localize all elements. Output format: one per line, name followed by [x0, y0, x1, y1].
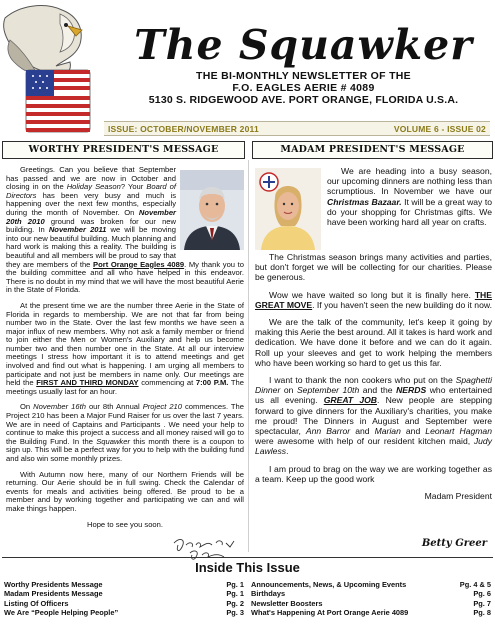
toc-row[interactable]: We Are “People Helping People” Pg. 3 [4, 607, 244, 617]
worthy-president-heading: WORTHY PRESIDENT'S MESSAGE [2, 141, 245, 159]
madam-president-article: We are heading into a busy season, our upcoming dinners are nothing less than scrumptious. In November we have our Christmas Bazaar. It will be a great way to do your shopping for Christmas gifts. We have been working hard all year on crafts. The Christmas season brings many activities and parties, but don't forget we will be collecting for our charities. Please be generous. Wow we have waited so long but it is finally here. THE GREAT MOVE. If you haven't seen the new building do it now. We are the talk of the community, let's keep it going by making this Aerie the best around. All it takes is hard work and dedication. We have done it before and we can do it again. Roll up your sleeves and get to work helping the members who have been working so hard to get us this far. I want to thank the non cookers who put on the Spaghetti Dinner on September 10th and the NERDS who entertained us all evening. GREAT JOB. New people are stepping forward to give dinners for the Auxiliary's charities, you make me proud! The Dinners in August and September were spectacular, Ann Barror and Marian and Leonart Hagman were awesome with help of our resident kitchen maid, Judy Lawless. I am proud to brag on the way we are working together as a team. Keep up the good work Madam President [255, 166, 493, 502]
toc-row[interactable]: Announcements, News, & Upcoming Events Pg. 4 & 5 [251, 580, 491, 589]
inside-title: Inside This Issue [195, 560, 300, 575]
masthead [112, 22, 495, 106]
worthy-president-article: Greetings. Can you believe that September has passed and we are now in October and closing in on the Holiday Season? Your Board of Directors has been very busy and much is happening over the next few months, especially during the month of November. On November 20th 2010 ground was broken for our new building. In November 2011 we will be moving into our new beautiful building. Much planning and hard work is making this a reality. The building is beautiful and all members will be proud to say that they are members of the Port Orange Eagles 4089. My thank you to the building committee and all who have helped in this endeavor. There is no doubt in my mind that we will have the most beautiful Aerie in the State of Florida. At the present time we are the number three Aerie in the State of Florida in regards to membership. We are not that far from being number two in the State. Over the last few months we have seen a major influx of new members. Why not ask a family member or friend to join either the Men or Women's Auxiliary and help us become number two and then number one in the State. At all our interview meetings I stress how important it is to attend meetings and get involved and find out what is happening. I am urging all members to participate and not just be members in name only. Our meetings are held the FIRST AND THIRD MONDAY commencing at 7:00 P.M. The meetings usually last for an hour. On November 16th our 8th Annual Project 210 commences. The Project 210 has been a Major Fund Raiser for us over the last 7 years. We are in need of Captains and Participants . We need your help to continue to make this project a success and all money raised will go to the Building Fund. In the Squawker this month there is a coupon to sign up. This will be a perfect way for you to help with the building fund and also win some monthly prizes. With Autumn now here, many of our Northern Friends will be returning. Our Aerie should be in full swing. Check the Calendar of events for meals and activities being offered. Be proud to be a member and by working together and participating we can and will make things happen. Hope to see you soon. [6, 165, 245, 529]
toc-row[interactable]: What's Happening At Port Orange Aerie 4089 Pg. 8 [251, 607, 491, 617]
toc-right [251, 580, 491, 617]
toc-row[interactable]: Newsletter Boosters Pg. 7 [251, 598, 491, 608]
worthy-president-photo [180, 170, 244, 250]
newsletter-title: The Squawker [134, 21, 473, 69]
toc-left [4, 580, 244, 617]
madam-paragraph-2: The Christmas season brings many activities and parties, but don't forget we will be collecting for our charities. Please be generous. [255, 252, 492, 283]
inside-this-issue [2, 557, 493, 638]
masthead-address: 5130 S. RIDGEWOOD AVE. PORT ORANGE, FLORIDA U.S.A. [148, 94, 459, 106]
worthy-closing: Hope to see you soon. [87, 519, 163, 529]
toc-row[interactable]: Listing Of Officers Pg. 2 [4, 598, 244, 608]
eagle-flag-logo [0, 0, 118, 140]
toc-row[interactable]: Worthy Presidents Message Pg. 1 [4, 580, 244, 589]
madam-paragraph-6: I am proud to brag on the way we are working together as a team. Keep up the good work [255, 463, 492, 484]
issue-volume: VOLUME 6 - ISSUE 02 [393, 124, 486, 134]
madam-president-heading: MADAM PRESIDENT'S MESSAGE [252, 141, 493, 159]
issue-bar [104, 121, 490, 136]
madam-president-photo [255, 168, 321, 250]
masthead-aerie: F.O. EAGLES AERIE # 4089 [232, 82, 375, 94]
issue-date: ISSUE: OCTOBER/NOVEMBER 2011 [108, 124, 259, 134]
masthead-subtitle: THE BI-MONTHLY NEWSLETTER OF THE [196, 70, 411, 82]
madam-paragraph-4: We are the talk of the community, let's keep it going by making this Aerie the best around. All it takes is hard work and dedication. We have done it before and we can do it again. Roll up your sleeves and get to work helping the members who have been working so hard to get us this far. [255, 317, 492, 368]
madam-signature: Betty Greer [421, 538, 487, 549]
worthy-paragraph-4: With Autumn now here, many of our Northern Friends will be returning. Our Aerie should be in full swing. Check the Calendar of events for meals and activities being offered. Be proud to be a member and by working together and participating we can and will make things happen. [6, 469, 244, 513]
toc-row[interactable]: Madam Presidents Message Pg. 1 [4, 589, 244, 599]
madam-signoff: Madam President [424, 491, 492, 502]
toc-row[interactable]: Birthdays Pg. 6 [251, 589, 491, 599]
column-divider [248, 160, 249, 552]
